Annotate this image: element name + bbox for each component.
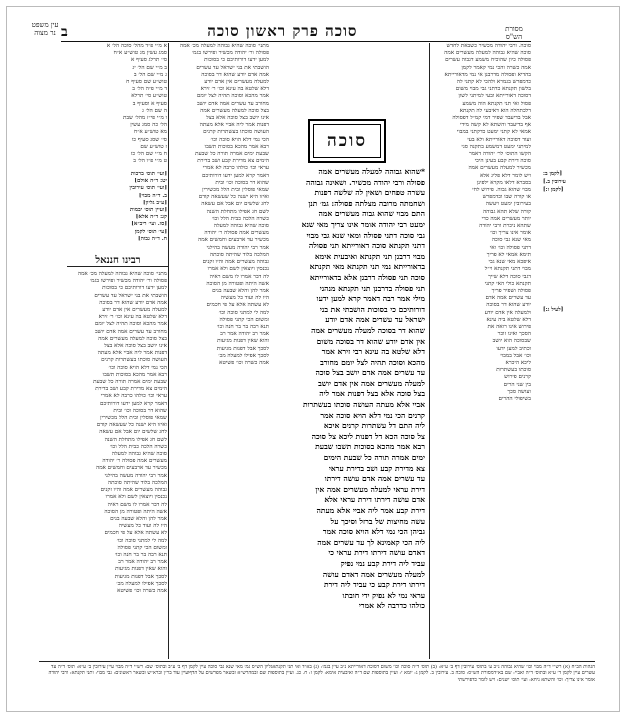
tosafot-line: אמאי לא קתני ימעט כדקתני במבוי bbox=[456, 129, 531, 136]
tosafot-line: ועוד דסוכה דאורייתא ולא בעי bbox=[467, 136, 531, 143]
rabbeinu-chananel-line: דלא שלטא בה עינא וכו׳ ר׳ זירא bbox=[98, 314, 167, 321]
main-text-line: אין אדם יודע שהוא דר בסוכה משום bbox=[316, 336, 425, 346]
tosafot-line: מבוי דתני תקנתא וי״ל bbox=[484, 266, 531, 273]
cross-reference-line: [סו. ועי׳ ריב״א] bbox=[131, 221, 167, 228]
cross-reference-line: [ועי׳ תוס׳ ברכות bbox=[130, 171, 167, 177]
tosafot-line: יודע שהוא דר בסוכה bbox=[486, 302, 531, 309]
rashi-line: אמה אדם יודע שהוא דר בסוכה bbox=[201, 71, 269, 78]
main-text-line: מילי אמר רבה דאמר קרא למען ידעו bbox=[316, 294, 425, 304]
rashi-line: נכנסין ויוצאין לשם ולא אמרו bbox=[207, 266, 269, 273]
tosafot-line: בהדיא ופסולה מדרבנן אי נמי מדאורייתא bbox=[444, 71, 531, 78]
ein-mishpat-line: מא טוש״ע א״ח bbox=[133, 129, 167, 136]
title-word: סוכה bbox=[326, 131, 368, 151]
main-text-line: מבוי דרבנן תני תקנתא ואיבעית אימא bbox=[314, 251, 425, 261]
rashi-line: לסכך אפילו למעלה מכ׳ bbox=[218, 352, 269, 359]
rabbeinu-chananel-line: לשם חג אפילו מתחלת השנה bbox=[104, 436, 167, 443]
rabbeinu-chananel-line: לסכך אבל דפנות מגיעות bbox=[114, 573, 167, 580]
tosafot-line: דלכתחלה הוא דאיבעי לה תקנתא bbox=[459, 107, 531, 114]
tosafot-line: פסולה ושפיר פריך bbox=[491, 287, 531, 294]
tosafot-line: הקשו התוס׳ לר׳ יהודה דאמר bbox=[468, 151, 531, 158]
rabbeinu-chananel-line: ואיזו היא ישנה כל שעשאה קודם bbox=[96, 422, 167, 429]
main-text-line: עשרה טפחים ושאין לה שלשה דפנות bbox=[314, 188, 425, 198]
ein-mishpat-line: ג מ״י שם הל׳ ב bbox=[133, 71, 167, 78]
rashi-line: אמר מהכא וסוכה תהיה לצל יומם bbox=[196, 93, 269, 100]
rabbeinu-chananel-line: לחג שלשים יום אבל אם עשאה bbox=[99, 429, 167, 436]
rabbeinu-chananel-line: סוכה שהיא גבוהה למעלה bbox=[111, 451, 167, 458]
ein-mishpat-line: ד מ״י פ״ה הל׳ ב bbox=[132, 86, 167, 93]
ein-mishpat-line: ח מ״י שם הל׳ כז bbox=[130, 151, 167, 158]
main-text-line: ליה התם דל עשתרות קרנים איכא bbox=[323, 421, 425, 431]
main-text-line: קרנים הכי נמי דלא הויא סוכה אמר bbox=[320, 410, 425, 420]
margin-note-4: [לעיל ג:] bbox=[543, 307, 564, 313]
rashi-line: אמר רב יהודה אמר רב bbox=[220, 331, 269, 338]
rabbeinu-chananel-line: דאמר קרא למען ידעו דורותיכם bbox=[99, 400, 167, 407]
rashi-line: בצל סוכה למעלה מעשרים אמה bbox=[200, 107, 269, 114]
tosafot-line: תקנתא כולי האי קתני bbox=[484, 280, 531, 287]
main-text-line: דירת קבע אמר ליה אביי אלא מעתה bbox=[316, 506, 425, 515]
rashi-line: לסכך אבל דפנות מגיעות bbox=[216, 345, 269, 352]
rashi-line: דלא שלטא בה עינא וכו׳ ר׳ זירא bbox=[200, 86, 269, 93]
rabbeinu-chananel-line: שהוא דר בסוכה וכו׳ ובית bbox=[113, 407, 167, 414]
tosafot-line: קורה שלא תהא גבוהה bbox=[482, 208, 531, 215]
tosafot-line: אף בדיעבד והשתא לא קשה מידי bbox=[459, 122, 531, 129]
main-text-line: שהוא דר בסוכה למעלה מעשרים אמה bbox=[311, 325, 425, 335]
rabbeinu-chananel-line: הכי נמי דלא הויא סוכה וכו׳ bbox=[108, 364, 167, 371]
rabbeinu-chananel-line: העושה סוכתו בעשתרות קרנים bbox=[101, 357, 167, 364]
ein-mishpat-line: ו מ״י פי״ז מהל׳ שבת bbox=[122, 115, 167, 122]
rabbeinu-chananel-line: המלכה בלוד שהיתה סוכתה bbox=[107, 479, 167, 486]
rabbeinu-chananel-line: לה דבר אמרו לו משם ראיה bbox=[107, 501, 167, 508]
rashi-line: שמאי פוסלין ובית הלל מכשירין bbox=[202, 187, 269, 194]
rabbeinu-chananel-line: מתני׳ סוכה שהיא גבוהה למעלה מכ׳ אמה bbox=[77, 271, 167, 277]
rashi-line: העושה סוכתו בעשתרות קרנים bbox=[203, 129, 269, 136]
tosafot-line: ולמעלה אין אדם יודע bbox=[484, 309, 531, 316]
margin-note-3: [לקמן ז:] bbox=[543, 187, 564, 193]
tosafot-line: שבסוכה הוא יושב bbox=[492, 338, 531, 345]
ein-mishpat-line: סעיף א וסעיף ב bbox=[132, 100, 167, 107]
ein-mishpat-line: טוש״ע שם סעיף ח bbox=[126, 79, 167, 86]
main-text-line: למעלה מעשרים אמה דאדם עושה bbox=[322, 569, 425, 579]
tosafot-line: בעירובין ימעט ויעשה bbox=[485, 201, 531, 208]
rashi-line: רבא אמר מהכא בסוכות תשבו bbox=[204, 143, 269, 150]
rashi-line: אינו יושב בצל סוכה אלא בצל bbox=[206, 115, 269, 122]
rabbeinu-chananel-line: היו לה ועוד כל מעשיה bbox=[118, 523, 167, 530]
rashi-line: הכי נמי דלא הויא סוכה וכו׳ bbox=[210, 136, 269, 143]
rabbeinu-chananel-line: והוא שאין דפנות מגיעות bbox=[115, 566, 167, 573]
rashi-line: דאמר קרא למען ידעו דורותיכם bbox=[201, 172, 269, 179]
rabbeinu-chananel-line: פסולה ור׳ יהודה מכשיר ופירשו בגמ׳ bbox=[89, 278, 167, 285]
tosafot-line: ועושה סכך bbox=[507, 388, 531, 395]
main-text-line: כולהו כדרבה לא אמרי bbox=[358, 601, 425, 611]
main-text-column bbox=[273, 167, 425, 619]
main-text-line: ימים אמרה תורה כל שבעת הימים bbox=[323, 453, 425, 463]
tosafot-line: תימא אמאי לא פריך bbox=[486, 251, 531, 258]
rabbeinu-chananel-line: עראי וכו׳ כולהו כרבה לא אמרי bbox=[100, 393, 167, 400]
rashi-line: אמה כשרה וכו׳ פשיטא bbox=[219, 359, 269, 366]
bottom-gloss-line: הגהות הב״ח (א) רש״י ד״ה מבוי וכו׳ שהיא גבוהה נ״ב ע׳ בתוס׳ עירובין דף ב׳ ע״א: (ב) תוס׳ ד״ה סוכה וכו׳ משום דסוכה דאורייתא נ״ב עיין בגמ׳: (ג) בא״ד ואי תני תקנתא bbox=[272, 664, 595, 670]
rashi-line: הימים צא מדירת קבע ושב בדירת bbox=[197, 158, 269, 165]
rabbeinu-chananel-line: רבא אמר מהכא בסוכות תשבו bbox=[102, 371, 167, 378]
main-text-line: גביהן הכי נמי דלא הויא סוכה אמר bbox=[322, 527, 425, 537]
rabbeinu-chananel-line: מעשרים אמה פסולה ר׳ יהודה bbox=[102, 458, 167, 465]
rabbeinu-chananel-line: לא עשתה אלא על פי חכמים bbox=[104, 530, 167, 537]
tosafot-line: או קורה שבו וכדמפרש bbox=[482, 194, 531, 201]
ein-mishpat-line: סמג עשין מג טוש״ע א״ח bbox=[113, 50, 167, 57]
tosafot-line: דסוכה דאורייתא ובעי למיתני לשון bbox=[458, 93, 531, 100]
main-text-line: עביד ליה דירת קבע נמי נפיק bbox=[340, 558, 425, 568]
rashi-line: מתני׳ סוכה שהיא גבוהה למעלה מכ׳ אמה bbox=[179, 43, 269, 49]
tosafot-line: קרנים פירוש bbox=[504, 374, 531, 381]
rabbeinu-chananel-line: גבוהה מעשרים אמה והיו זקנים bbox=[100, 487, 167, 494]
main-text-line: עד עשרים אמה אדם עושה דירתו bbox=[324, 474, 425, 484]
rabbeinu-chananel-line: אשה היתה ופטורה מן הסוכה bbox=[104, 508, 167, 515]
tosafot-line: שתהא ניכרת ורבי יהודה bbox=[479, 223, 531, 230]
rabbeinu-chananel-line: כשרה הלכה כבית הלל וכו׳ bbox=[109, 443, 167, 450]
tosafot-line: בין שני הרים bbox=[503, 381, 531, 388]
cross-reference-notes bbox=[67, 171, 167, 251]
ein-mishpat-line: ז טוש״ע שם bbox=[140, 143, 167, 150]
rashi-line: סוכה שהיא גבוהה למעלה bbox=[213, 223, 269, 230]
cross-reference-line: קג: ד״ה אלא] bbox=[135, 214, 167, 221]
main-text-line: בצל סוכה אלא בצל דפנות אמר ליה bbox=[319, 389, 425, 399]
ein-mishpat-line: א מ״י פ״ד מהל׳ סוכה הל׳ א bbox=[106, 43, 167, 49]
rashi-line: לא עשתה אלא על פי חכמים bbox=[206, 302, 269, 309]
main-text-line: פסולה ורבי יהודה מכשיר. ושאינה גבוהה bbox=[305, 177, 425, 187]
rabbeinu-chananel-line: מחורב עד עשרים אמה אדם יושב bbox=[94, 328, 167, 335]
main-text-line: אביי אלא מעתה העושה סוכתו בעשתרות bbox=[302, 400, 425, 410]
tosafot-line: כדמפרש בגמרא ולהכי לא קתני לה bbox=[456, 79, 531, 86]
rashi-line: פסולה ור׳ יהודה מכשיר ופירשו בגמ׳ bbox=[191, 50, 269, 57]
rabbeinu-chananel-line: למען ידעו דורותיכם כי בסוכות bbox=[102, 285, 167, 292]
main-text-line: למעלה מעשרים אמה אין אדם יושב bbox=[318, 378, 425, 388]
tosafot-line: וכו׳ אבל במבוי bbox=[500, 352, 531, 359]
rabbeinu-chananel-line: למה לי למתני סוכה וכו׳ bbox=[116, 537, 167, 544]
main-text-line: *שהוא גבוהה למעלה מעשרים אמה bbox=[318, 167, 425, 176]
rashi-line: אשה היתה ופטורה מן הסוכה bbox=[206, 280, 269, 287]
rashi-line: שבעת ימים אמרה תורה כל שבעת bbox=[195, 151, 269, 158]
cross-reference-line: ב. ד״ה מבוי] bbox=[138, 192, 167, 199]
tractate-chapter-title: סוכה פרק ראשון סוכה bbox=[207, 22, 358, 40]
main-text-line: דורותיכם כי בסוכות הושבתי את בני bbox=[319, 304, 425, 314]
tosafot-line: פסול ואי תני תקנתא הוה משמע bbox=[462, 100, 531, 107]
tosafot-line: ליכא היכרא bbox=[505, 359, 531, 366]
main-text-line: דירתו דירת קבע כי עביד ליה דירת bbox=[323, 580, 425, 590]
rabbeinu-chananel-line: שמאי פוסלין ובית הלל מכשירין bbox=[100, 415, 167, 422]
main-text-line: תני פסולה בדרבנן תני תקנתא מנהני bbox=[319, 283, 425, 293]
main-text-line: ליה הכי קאמינא לך עד עשרים אמה bbox=[317, 537, 425, 547]
rabbeinu-chananel-line: אינו יושב בצל סוכה אלא בצל bbox=[104, 343, 167, 350]
ein-mishpat-line: ה שם הל׳ ג bbox=[142, 107, 167, 114]
left-small-header bbox=[31, 21, 59, 37]
tosafot-line: וכתיב למען ידעו bbox=[496, 345, 531, 352]
ein-mishpat-column bbox=[67, 43, 167, 167]
main-text-line: עשה מחיצות של ברזל וסיכך על bbox=[330, 516, 425, 526]
ein-mishpat-line: סי׳ תרלג סעיף א bbox=[131, 57, 167, 64]
rabbeinu-chananel-line: תנא רבה בר בר חנה וכו׳ bbox=[114, 551, 167, 558]
main-text-line: בדאורייתא נמי תני תקנתא מאי תקנתא bbox=[309, 262, 425, 272]
rashi-line: מעשרים אמה פסולה ר׳ יהודה bbox=[204, 230, 269, 237]
rabbeinu-chananel-text bbox=[67, 271, 167, 659]
tosafot-line: דלא שלטא ביה עינא bbox=[486, 316, 531, 323]
rabbeinu-chananel-line: ומשום הכי קתני פסולה bbox=[117, 544, 167, 551]
cross-reference-line: [ועיין תוס׳ יבמות bbox=[129, 207, 167, 214]
ein-mishpat-line: ט מ״י פ״ו הל׳ ב bbox=[133, 158, 167, 165]
rashi-line: שהוא דר בסוכה וכו׳ ובית bbox=[215, 179, 269, 186]
rabbeinu-chananel-line: אמר להן והלא שבעה בנים bbox=[110, 515, 167, 522]
rashi-line: כשרה הלכה כבית הלל וכו׳ bbox=[211, 215, 269, 222]
rashi-line: עראי וכו׳ כולהו כרבה לא אמרי bbox=[202, 165, 269, 172]
tosafot-line: עד עשרים אמה אדם bbox=[485, 295, 531, 302]
main-text-line: דירת עראי למעלה מעשרים אמה אין bbox=[315, 484, 425, 494]
tosafot-line: סוכתו בעשתרות bbox=[496, 367, 531, 374]
tosafot-line: מכשיר למעלה מעשרים אמה bbox=[468, 165, 531, 172]
bottom-glosses bbox=[39, 661, 595, 706]
left-small-bottom: נר מצוה bbox=[34, 29, 56, 37]
rashi-line: ואיזו היא ישנה כל שעשאה קודם bbox=[198, 194, 269, 201]
rabbeinu-chananel-line: בצל סוכה למעלה מעשרים אמה bbox=[98, 335, 167, 342]
cross-reference-line: [עי׳ תוס׳ לקמן bbox=[134, 228, 167, 235]
rabbeinu-chananel-line: דפנות אמר ליה אביי אלא מעתה bbox=[97, 350, 167, 357]
rabbeinu-chananel-line: נכנסין ויוצאין לשם ולא אמרו bbox=[105, 494, 167, 501]
rashi-line: למה לי למתני סוכה וכו׳ bbox=[218, 309, 269, 316]
bottom-gloss-line: גליון הש״ס גמ׳ מאי שנא גבי סוכה עיין לקמן דף ב׳ ע״ב ובתוס׳ שם: רש״י ד״ה מבוי עיין עירובין ב׳ ע״א: תוס׳ ד״ה עד עשרים עיין לקמן ד׳ ע״א ובתוס׳ ד״ה ואביי: שם בא״ד bbox=[51, 664, 595, 677]
rashi-line: לחג שלשים יום אבל אם עשאה bbox=[201, 201, 269, 208]
main-text-line: מהכא וסוכה תהיה לצל יומם מחורב bbox=[320, 357, 425, 367]
bottom-gloss-line: ועיין עוד בר״ן וברא״ש ובשאר ראשונים: גבי מבוי: ותני תקנתא: ורבי יהודה אומר אינו צריך: וכו׳ והשתא ניחא: ועי׳ תוס׳ ישנים: ויש לומר כדפירשתי bbox=[48, 670, 595, 683]
tosafot-line: דגבי סוכה דלא שייך bbox=[488, 273, 531, 280]
title-box bbox=[308, 119, 386, 163]
main-text-line: ישראל עד עשרים אמה אדם יודע bbox=[325, 315, 425, 325]
cross-reference-line: ח. ד״ה גבוה] bbox=[137, 235, 167, 242]
folio-number: ב bbox=[61, 24, 68, 40]
ein-mishpat-line: הל׳ כה סמג עשין bbox=[130, 122, 167, 129]
column-rule-left bbox=[168, 43, 169, 659]
tosafot-column bbox=[431, 43, 531, 659]
main-text-line: עד עשרים אמה אדם יושב בצל סוכה bbox=[315, 368, 425, 378]
tosafot-line: בסברא דלאו מקרא ילפינן bbox=[476, 179, 531, 186]
cross-reference-line: [ועי׳ תוס׳ עירובין bbox=[129, 185, 167, 192]
tosafot-line: אומר אינו צריך וכו׳ bbox=[489, 230, 531, 237]
main-text-line: דלא שלטא בה עינא רבי זירא אמר bbox=[321, 347, 425, 357]
bottom-gloss-line: מסורת הש״ס: סוכה ב. עירובין ב. לקמן ג: יומא י: ועיין בתוספות שם ד״ה ואיבעית אימא: לקמן ז: ח. כג. ועיין בתוספות שם ובמהרש״א ובשאר מפרשים על הדף bbox=[189, 670, 494, 677]
tosafot-line: בלשון תקנתא כדתני גבי מבוי משום bbox=[455, 86, 531, 93]
left-small-top: עין משפט bbox=[31, 21, 59, 29]
tosafot-line: פסולה כיון שהוכיח משמע דגבוה עשרים bbox=[445, 57, 531, 64]
tosafot-line: ויש לומר דלא פליג אלא bbox=[480, 172, 531, 179]
main-text-line: צל סוכה הכא דל דפנות ליכא צל סוכה bbox=[311, 431, 425, 441]
rashi-line: תנא רבה בר בר חנה וכו׳ bbox=[216, 323, 269, 330]
running-header bbox=[61, 21, 531, 42]
rashi-line: הושבתי את בני ישראל עד עשרים bbox=[196, 64, 269, 71]
main-text-line: אדם עושה דירתו דירת עראי אלא bbox=[324, 495, 425, 505]
cross-reference-line: [ע״ב גליון] bbox=[142, 199, 167, 206]
column-rule-right bbox=[429, 43, 430, 659]
tosafot-line: מאי שנא גבי סוכה bbox=[491, 237, 531, 244]
cross-reference-line: יט: ד״ה אולם] bbox=[134, 178, 167, 185]
rabbeinu-chananel-heading: רבינו חננאל bbox=[67, 255, 169, 267]
rashi-line: אמר להן והלא שבעה בנים bbox=[212, 287, 269, 294]
rashi-line: המלכה בלוד שהיתה סוכתה bbox=[209, 251, 269, 258]
tosafot-line: דתני פסולה וכו׳ ואי bbox=[489, 244, 531, 251]
rabbeinu-chananel-line: אמה כשרה וכו׳ פשיטא bbox=[117, 587, 167, 594]
tosafot-line: מבוי שהוא גבוה. פירוש לחי bbox=[472, 187, 531, 194]
main-text-line: דאדם עושה דירתו דירת עראי כי bbox=[328, 548, 425, 558]
rabbeinu-chananel-line: אמה אדם יודע שהוא דר בסוכה bbox=[99, 299, 167, 306]
page-frame bbox=[6, 6, 620, 712]
tosafot-line: הסכך ואינו זוכר bbox=[497, 331, 531, 338]
rabbeinu-chananel-line: הושבתי את בני ישראל עד עשרים bbox=[94, 292, 167, 299]
main-text-line: רבא אמר מהכא בסוכות תשבו שבעת bbox=[315, 442, 425, 452]
main-text-line: עראי נמי לא נפיק ידי חובתו bbox=[342, 590, 425, 600]
tosafot-line: סוכה דירת קבע בעינן היכי bbox=[474, 158, 531, 165]
rashi-line: אמר רבי יהודה מעשה בהילני bbox=[206, 244, 269, 251]
right-small-header: מסורת הש"ס bbox=[505, 25, 523, 41]
rabbeinu-chananel-line: שבעת ימים אמרה תורה כל שבעת bbox=[93, 379, 167, 386]
rabbeinu-chananel-line: אמר מהכא וסוכה תהיה לצל יומם bbox=[94, 321, 167, 328]
rashi-line: דפנות אמר ליה אביי אלא מעתה bbox=[199, 122, 269, 129]
tosafot-line: אבל בדיעבד שפיר דמי קמ״ל דפסולה bbox=[452, 115, 531, 122]
rabbeinu-chananel-line: לסכך אפילו למעלה מכ׳ bbox=[116, 580, 167, 587]
rashi-line: והוא שאין דפנות מגיעות bbox=[217, 338, 269, 345]
main-text-line: גבי סוכה דתני פסולה ומאי שנא גבי מבוי bbox=[306, 230, 425, 240]
tosafot-line: פירוש אינו רואה את bbox=[487, 323, 531, 330]
main-text-line: התם מבוי שהוא גבוה מעשרים אמה bbox=[318, 209, 425, 219]
rabbeinu-chananel-line: למעלה מעשרים אין אדם יודע bbox=[102, 307, 167, 314]
tosafot-line: אמה כשרה והכי נמי קאמר לקמן bbox=[461, 64, 531, 71]
tosafot-line: יותר מעשרים אמה כדי bbox=[481, 215, 531, 222]
ein-mishpat-line: טוש״ע סי׳ תרלא bbox=[131, 93, 167, 100]
rashi-line: היו לה ועוד כל מעשיה bbox=[220, 295, 269, 302]
main-text-line: צא מדירת קבע ושב בדירת עראי bbox=[328, 463, 425, 473]
rashi-line: למעלה מעשרים אין אדם יודע bbox=[204, 79, 269, 86]
margin-note-2: עירובין ב.] bbox=[543, 179, 566, 185]
rashi-line: לשם חג אפילו מתחלת השנה bbox=[206, 208, 269, 215]
rabbeinu-chananel-line: הימים צא מדירת קבע ושב בדירת bbox=[95, 386, 167, 393]
rashi-line: מכשיר עד ארבעים וחמשים אמה bbox=[198, 237, 269, 244]
tosafot-line: סוכה שהיא גבוהה למעלה מעשרים אמה bbox=[444, 50, 531, 57]
main-text-line: דתני תקנתא סוכה דאורייתא תני פסולה bbox=[308, 241, 425, 251]
tosafot-line: למיתני ימעט דמשמע בתקנה סגי bbox=[461, 143, 531, 150]
ein-mishpat-line: ב מ״י שם הל׳ יג bbox=[132, 64, 167, 71]
tosafot-line: בשיפולי ההרים bbox=[498, 395, 531, 402]
tosafot-line: סוכה. ורבי יהודה מכשיר כשבאת לחדש bbox=[446, 43, 531, 49]
main-text-line: ימעט רבי יהודה אומר אינו צריך מאי שנא bbox=[301, 219, 425, 229]
margin-note-1: [לקמן ב: bbox=[543, 171, 562, 177]
rabbeinu-chananel-line: אמר רבי יהודה מעשה בהילני bbox=[104, 472, 167, 479]
ein-mishpat-line: סי׳ שסג סעיף כו bbox=[131, 136, 167, 143]
rashi-line: מחורב עד עשרים אמה אדם יושב bbox=[196, 100, 269, 107]
rashi-line: לה דבר אמרו לו משם ראיה bbox=[209, 273, 269, 280]
rashi-line: גבוהה מעשרים אמה והיו זקנים bbox=[202, 259, 269, 266]
rabbeinu-chananel-line: אמר רב יהודה אמר רב bbox=[118, 559, 167, 566]
rabbeinu-chananel-line: מכשיר עד ארבעים וחמשים אמה bbox=[96, 465, 167, 472]
talmud-page bbox=[31, 21, 597, 707]
rashi-line: ומשום הכי קתני פסולה bbox=[219, 316, 269, 323]
rashi-line: למען ידעו דורותיכם כי בסוכות bbox=[204, 57, 269, 64]
rashi-column bbox=[169, 43, 269, 659]
main-text-line: סוכה תני פסולה דרבנן אלא בדאורייתא bbox=[309, 272, 425, 282]
main-text-line: ושחמתה מרובה מצלתה פסולה: גמ׳ תנן bbox=[308, 198, 425, 208]
tosafot-line: איפכא מאי שנא גבי bbox=[488, 259, 531, 266]
